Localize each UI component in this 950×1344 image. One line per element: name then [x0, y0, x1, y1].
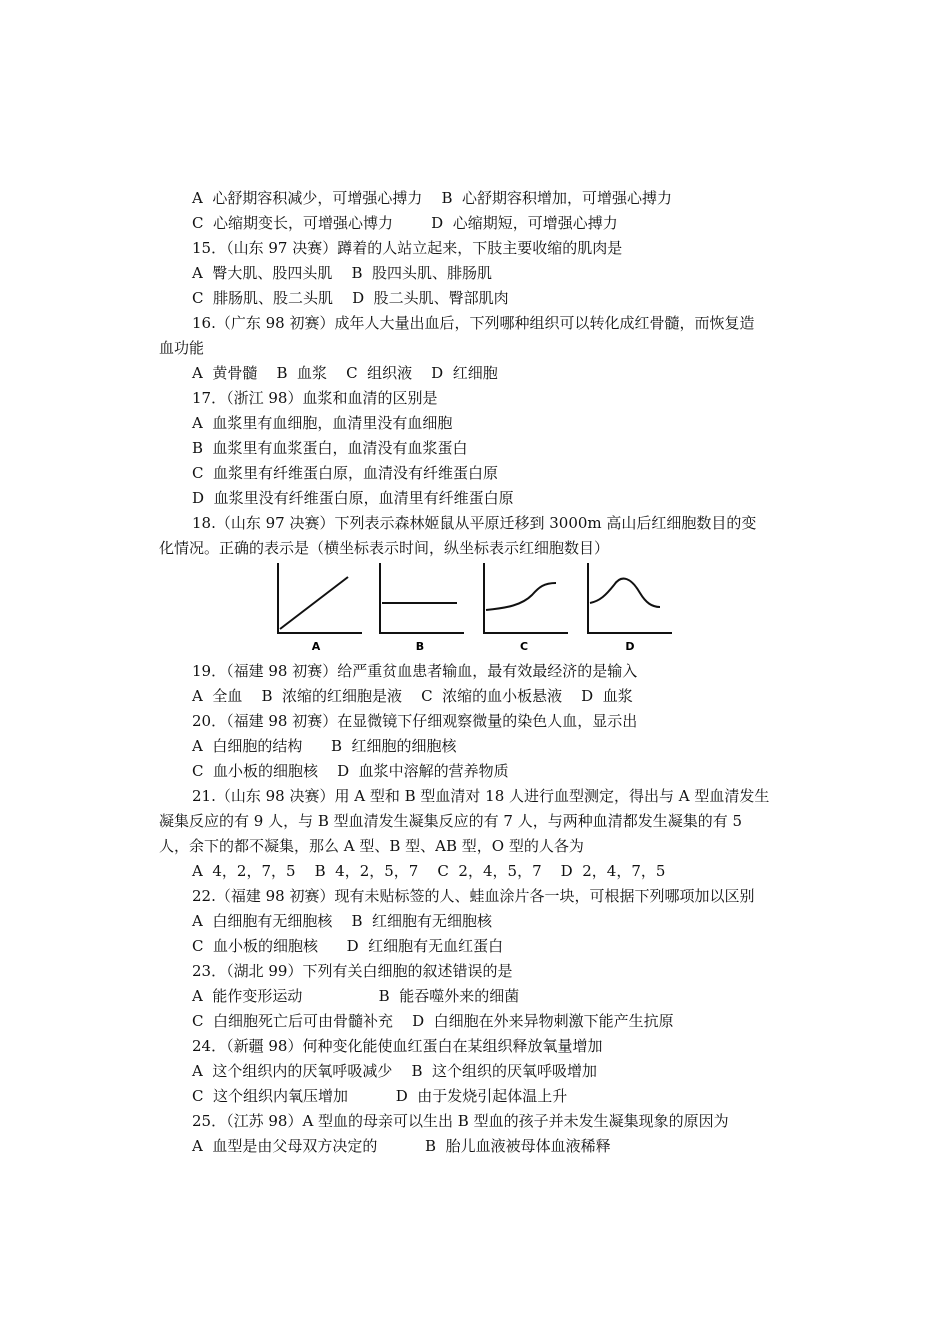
graph-c-axes [484, 563, 568, 633]
graph-c-curve [486, 583, 556, 610]
q17-option-b: B 血浆里有血浆蛋白，血清没有血浆蛋白 [192, 439, 468, 457]
q22-options-cd: C 血小板的细胞核 D 红细胞有无血红蛋白 [192, 937, 504, 955]
q18-figure [272, 555, 682, 655]
q18-graphs [272, 555, 682, 655]
graph-b-label: B [415, 640, 425, 653]
graph-a-curve [280, 577, 348, 629]
graph-d-curve [590, 579, 660, 607]
graph-c-label: C [519, 640, 529, 653]
graph-a-label: A [311, 640, 321, 653]
q25-options-ab: A 血型是由父母双方决定的 B 胎儿血液被母体血液稀释 [192, 1137, 611, 1155]
q14-options-ab: A 心舒期容积减少，可增强心搏力 B 心舒期容积增加，可增强心搏力 [192, 189, 673, 207]
q15-question: 15．（山东 97 决赛）蹲着的人站立起来，下肢主要收缩的肌肉是 [192, 239, 623, 257]
q20-options-ab: A 白细胞的结构 B 红细胞的细胞核 [192, 737, 457, 755]
q19-question: 19．（福建 98 初赛）给严重贫血患者输血，最有效最经济的是输入 [192, 662, 638, 680]
q19-options: A 全血 B 浓缩的红细胞是液 C 浓缩的血小板悬液 D 血浆 [192, 687, 633, 705]
q21-question: 21.（山东 98 决赛）用 A 型和 B 型血清对 18 人进行血型测定，得出与 A 型血清发生 [192, 787, 770, 805]
q20-options-cd: C 血小板的细胞核 D 血浆中溶解的营养物质 [192, 762, 509, 780]
q15-options-ab: A 臀大肌、股四头肌 B 股四头肌、腓肠肌 [192, 264, 493, 282]
graph-d-label: D [625, 640, 635, 653]
q16-options: A 黄骨髓 B 血浆 C 组织液 D 红细胞 [192, 364, 498, 382]
q24-options-ab: A 这个组织内的厌氧呼吸减少 B 这个组织的厌氧呼吸增加 [192, 1062, 598, 1080]
q22-question: 22.（福建 98 初赛）现有未贴标签的人、蛙血涂片各一块，可根据下列哪项加以区别 [192, 887, 755, 905]
q21-question-cont1: 凝集反应的有 9 人，与 B 型血清发生凝集反应的有 7 人，与两种血清都发生凝集的有 5 [159, 812, 743, 830]
q17-question: 17．（浙江 98）血浆和血清的区别是 [192, 389, 438, 407]
q25-question: 25．（江苏 98）A 型血的母亲可以生出 B 型血的孩子并未发生凝集现象的原因为 [192, 1112, 729, 1130]
q20-question: 20．（福建 98 初赛）在显微镜下仔细观察微量的染色人血，显示出 [192, 712, 638, 730]
q23-question: 23．（湖北 99）下列有关白细胞的叙述错误的是 [192, 962, 513, 980]
q17-option-d: D 血浆里没有纤维蛋白原，血清里有纤维蛋白原 [192, 489, 514, 507]
q24-question: 24．（新疆 98）何种变化能使血红蛋白在某组织释放氧量增加 [192, 1037, 603, 1055]
q14-options-cd: C 心缩期变长，可增强心博力 D 心缩期短，可增强心搏力 [192, 214, 618, 232]
q18-question-cont: 化情况。正确的表示是（横坐标表示时间，纵坐标表示红细胞数目） [159, 539, 610, 557]
q17-option-a: A 血浆里有血细胞，血清里没有血细胞 [192, 414, 453, 432]
q21-options: A 4，2，7，5 B 4，2，5，7 C 2，4，5，7 D 2，4，7，5 [192, 862, 666, 880]
q18-question: 18.（山东 97 决赛）下列表示森林姬鼠从平原迁移到 3000m 高山后红细胞数目的变 [192, 514, 757, 532]
q22-options-ab: A 白细胞有无细胞核 B 红细胞有无细胞核 [192, 912, 493, 930]
q24-options-cd: C 这个组织内氧压增加 D 由于发烧引起体温上升 [192, 1087, 568, 1105]
q23-options-ab: A 能作变形运动 B 能吞噬外来的细菌 [192, 987, 520, 1005]
q15-options-cd: C 腓肠肌、股二头肌 D 股二头肌、臀部肌肉 [192, 289, 509, 307]
q16-question-cont: 血功能 [159, 339, 205, 357]
q16-question: 16.（广东 98 初赛）成年人大量出血后，下列哪种组织可以转化成红骨髓，而恢复造 [192, 314, 755, 332]
q17-option-c: C 血浆里有纤维蛋白原，血清没有纤维蛋白原 [192, 464, 499, 482]
q21-question-cont2: 人，余下的都不凝集，那么 A 型、B 型、AB 型，O 型的人各为 [159, 837, 584, 855]
graph-b-axes [380, 563, 464, 633]
q23-options-cd: C 白细胞死亡后可由骨髓补充 D 白细胞在外来异物刺激下能产生抗原 [192, 1012, 674, 1030]
